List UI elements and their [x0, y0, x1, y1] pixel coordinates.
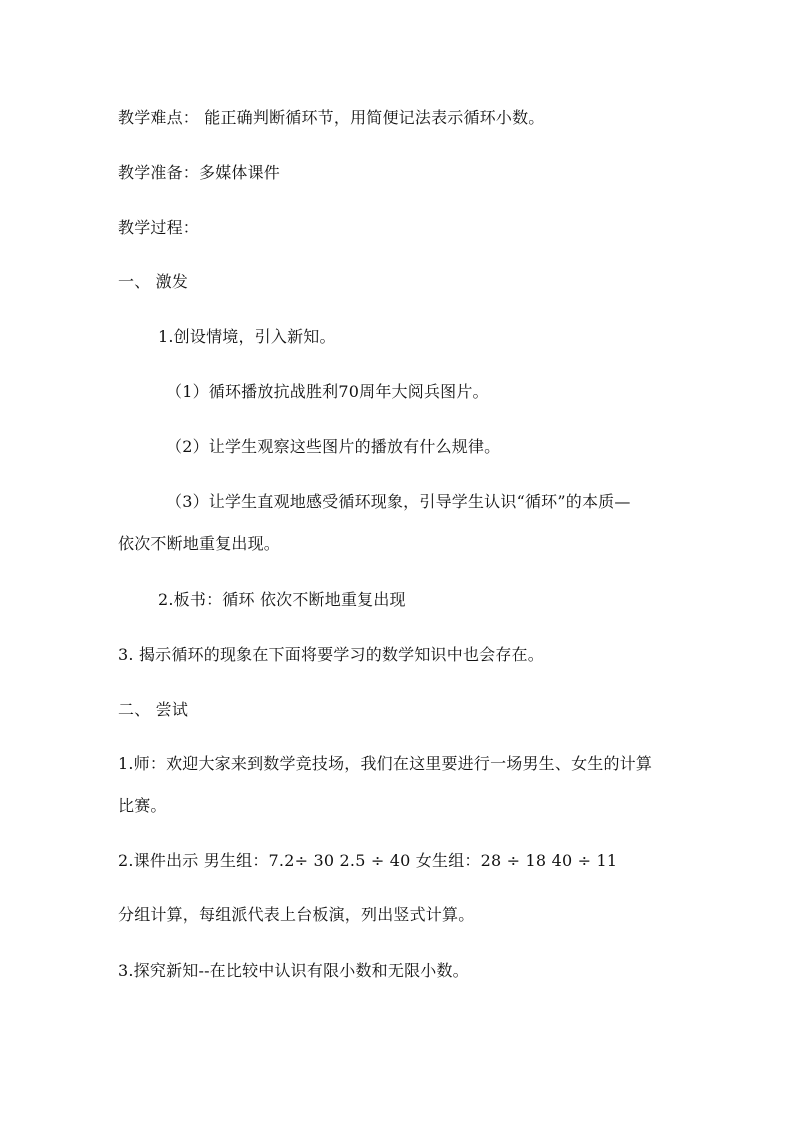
teaching-difficulty-line: 教学难点： 能正确判断循环节，用简便记法表示循环小数。 [118, 108, 545, 127]
section-one-heading: 一、 激发 [118, 272, 189, 291]
substep-3-continuation: 依次不断地重复出现。 [118, 534, 281, 553]
trial-step-3-line: 3.探究新知--在比较中认识有限小数和无限小数。 [118, 961, 469, 980]
section-two-heading: 二、 尝试 [118, 700, 189, 719]
teaching-process-heading: 教学过程： [118, 218, 200, 237]
substep-1-line: （1）循环播放抗战胜利70周年大阅兵图片。 [166, 382, 489, 401]
substep-3-line: （3）让学生直观地感受循环现象，引导学生认识“循环”的本质— [166, 492, 631, 511]
substep-2-line: （2）让学生观察这些图片的播放有什么规律。 [166, 437, 501, 456]
step-3-line: 3. 揭示循环的现象在下面将要学习的数学知识中也会存在。 [118, 645, 544, 664]
trial-step-2-continuation: 分组计算，每组派代表上台板演，列出竖式计算。 [118, 905, 475, 924]
trial-step-2-line: 2.课件出示 男生组：7.2÷ 30 2.5 ÷ 40 女生组：28 ÷ 18 40 ÷ 11 [118, 851, 618, 870]
step-2-line: 2.板书：循环 依次不断地重复出现 [158, 590, 406, 609]
trial-step-1-continuation: 比赛。 [118, 796, 167, 815]
teaching-preparation-line: 教学准备：多媒体课件 [118, 163, 281, 182]
trial-step-1-line: 1.师：欢迎大家来到数学竞技场，我们在这里要进行一场男生、女生的计算 [118, 754, 653, 773]
step-1-line: 1.创设情境，引入新知。 [158, 327, 336, 346]
